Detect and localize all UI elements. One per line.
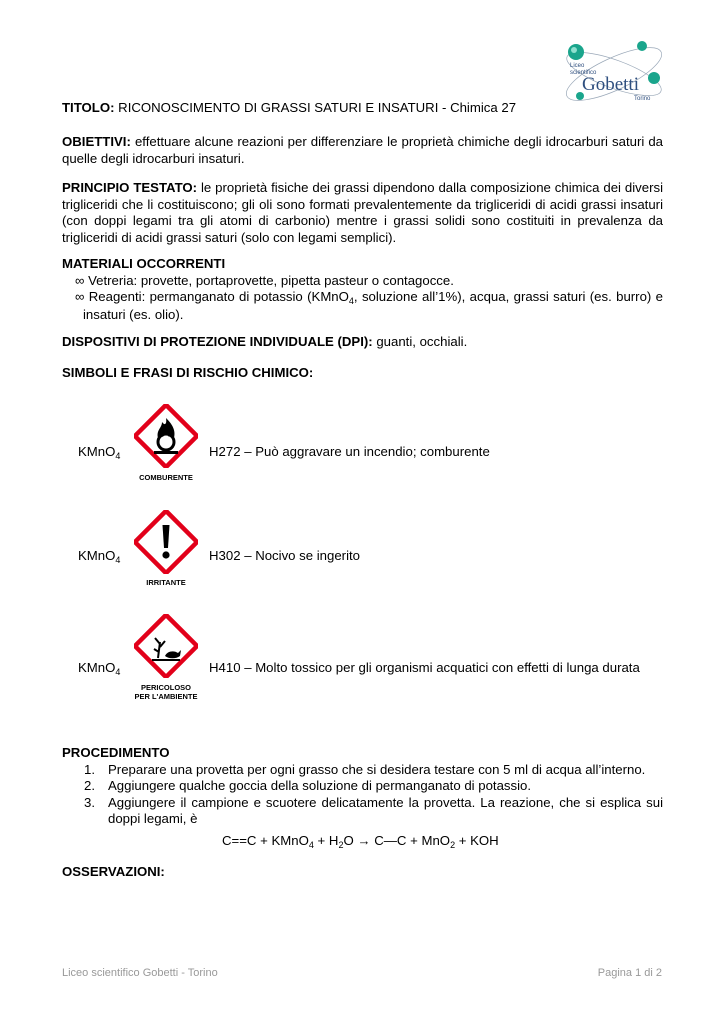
procedure-heading: PROCEDIMENTO [62,745,170,760]
infinity-bullet-icon: ∞ [75,272,85,288]
dpi-text: guanti, occhiali. [372,334,468,349]
logo-line2: scientifico [570,70,597,76]
logo-line1: Liceo [570,63,585,69]
document-title [62,100,663,117]
hazard-formula: KMnO$_4$ [78,548,121,565]
hazard-phrase: H272 – Può aggravare un incendio; comburente [209,444,490,459]
footer-left: Liceo scientifico Gobetti - Torino [62,967,218,979]
objectives-label: OBIETTIVI: [62,134,131,149]
hazard-row [0,508,724,598]
list-item: 2. Aggiungere qualche goccia della soluzione di permanganato di potassio. [84,778,532,793]
hazard-row [0,614,724,714]
materials-heading: MATERIALI OCCORRENTI [62,256,226,271]
pictogram-label: PER L'AMBIENTE [134,692,198,701]
objectives-section [62,134,663,167]
title-label: TITOLO: [62,100,115,115]
materials-section [62,256,663,323]
hazard-phrase: H410 – Molto tossico per gli organismi acquatici con effetti di lunga durata [209,660,640,675]
footer-page-number: Pagina 1 di 2 [597,967,662,979]
pictogram-label: COMBURENTE [139,473,193,482]
dpi-label: DISPOSITIVI DI PROTEZIONE INDIVIDUALE (DPI): [62,334,373,349]
list-item: 1. Preparare una provetta per ogni grasso che si desidera testare con 5 ml di acqua all’interno. [84,761,646,777]
hazard-phrase: H302 – Nocivo se ingerito [209,548,361,563]
hazard-row [0,402,724,492]
list-item: 3. Aggiungere il campione e scuotere delicatamente la provetta. La reazione, che si esplica sui doppi legami, è [84,794,663,826]
principle-text: le proprietà fisiche dei grassi dipendono dalla composizione chimica dei diversi trigliceridi che li costituiscono; gli oli sono formati prevalentemente da trigliceridi di acidi grassi insaturi (con doppi legami tra gli atomi di carbonio) mentre i grassi solidi sono costituiti in prevalenza da trigliceridi di acidi grassi saturi (solo con legami semplici). [62,180,664,245]
logo-brand: Gobetti [582,74,639,95]
principle-label: PRINCIPIO TESTATO: [62,180,198,195]
symbols-heading: SIMBOLI E FRASI DI RISCHIO CHIMICO: [62,365,314,380]
materials-item: ∞ Reagenti: permanganato di potassio (KMnO$_4$, soluzione all’1%), acqua, grassi saturi (es. burro) e insaturi (es. olio). [75,289,663,322]
observations-heading: OSSERVAZIONI: [62,864,165,879]
materials-item1-text: Vetreria: provette, portaprovette, pipetta pasteur o contagocce. [88,272,454,288]
logo-city: Torino [634,96,651,102]
materials-item [62,273,663,290]
procedure-section [62,745,663,828]
infinity-bullet-icon: ∞ [75,289,85,304]
environment-hazard-icon [134,614,198,678]
principle-section [62,180,663,246]
flame-over-circle-icon [134,404,198,468]
pictogram-label: IRRITANTE [146,578,186,587]
title-text: RICONOSCIMENTO DI GRASSI SATURI E INSATURI - Chimica 27 [114,100,517,115]
hazard-formula: KMnO$_4$ [78,660,121,677]
pictogram-label: PERICOLOSO [140,683,191,692]
hazard-formula: KMnO$_4$ [78,444,121,461]
exclamation-mark-icon [134,510,198,574]
reaction-equation: C==C + KMnO$_4$ + $H_2O$ → C—C + MnO$_2$ + KOH [222,833,499,850]
dpi-section [62,334,663,351]
objectives-text: effettuare alcune reazioni per differenziare le proprietà chimiche degli idrocarburi saturi da quelle degli idrocarburi insaturi. [62,134,663,166]
